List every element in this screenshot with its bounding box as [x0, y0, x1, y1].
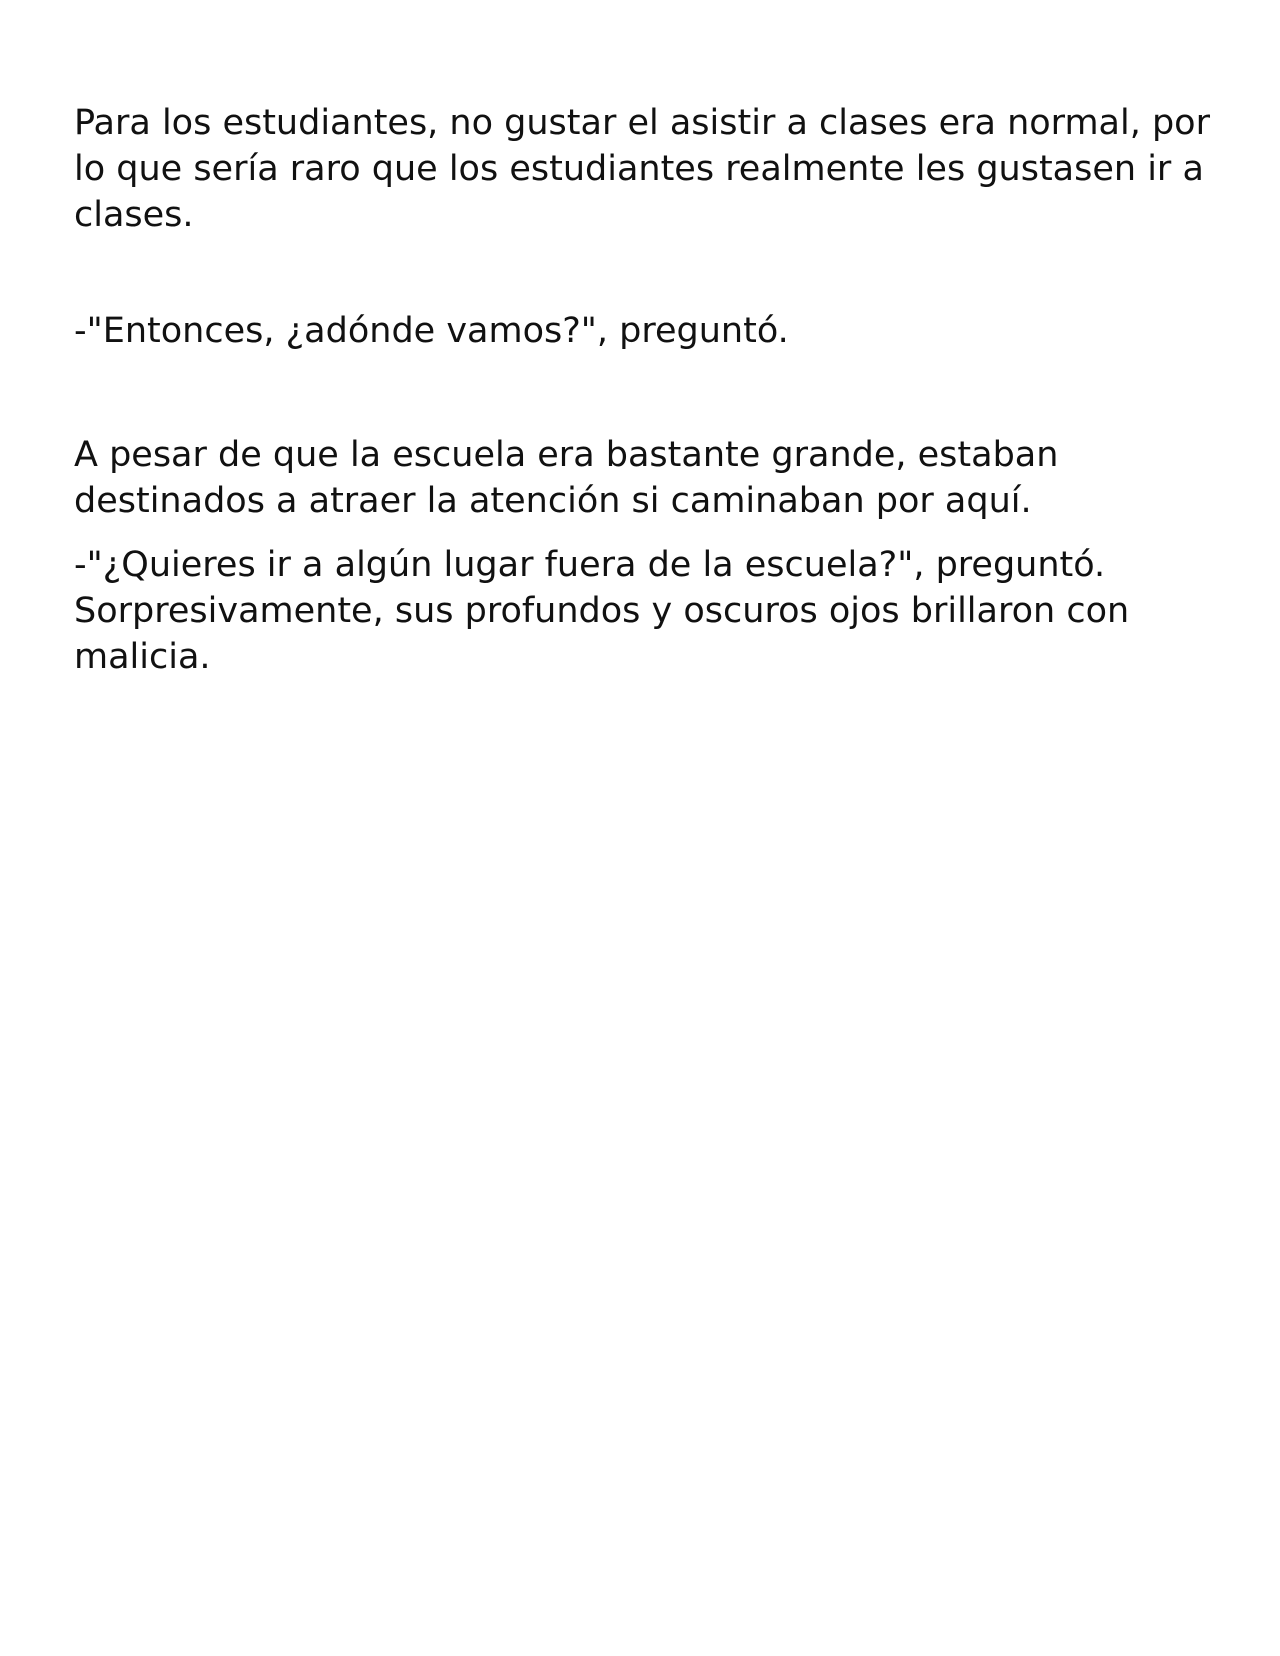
paragraph-2: -"Entonces, ¿adónde vamos?", preguntó. — [74, 311, 789, 351]
paragraph-4: -"¿Quieres ir a algún lugar fuera de la escuela?", preguntó. Sorpresivamente, sus profundos y oscuros ojos brillaron con malicia. — [74, 545, 1130, 677]
paragraph-3: A pesar de que la escuela era bastante grande, estaban destinados a atraer la atención si caminaban por aquí. — [74, 435, 1059, 521]
paragraph-1: Para los estudiantes, no gustar el asistir a clases era normal, por lo que sería raro que los estudiantes realmente les gustasen ir a clases. — [74, 103, 1210, 235]
